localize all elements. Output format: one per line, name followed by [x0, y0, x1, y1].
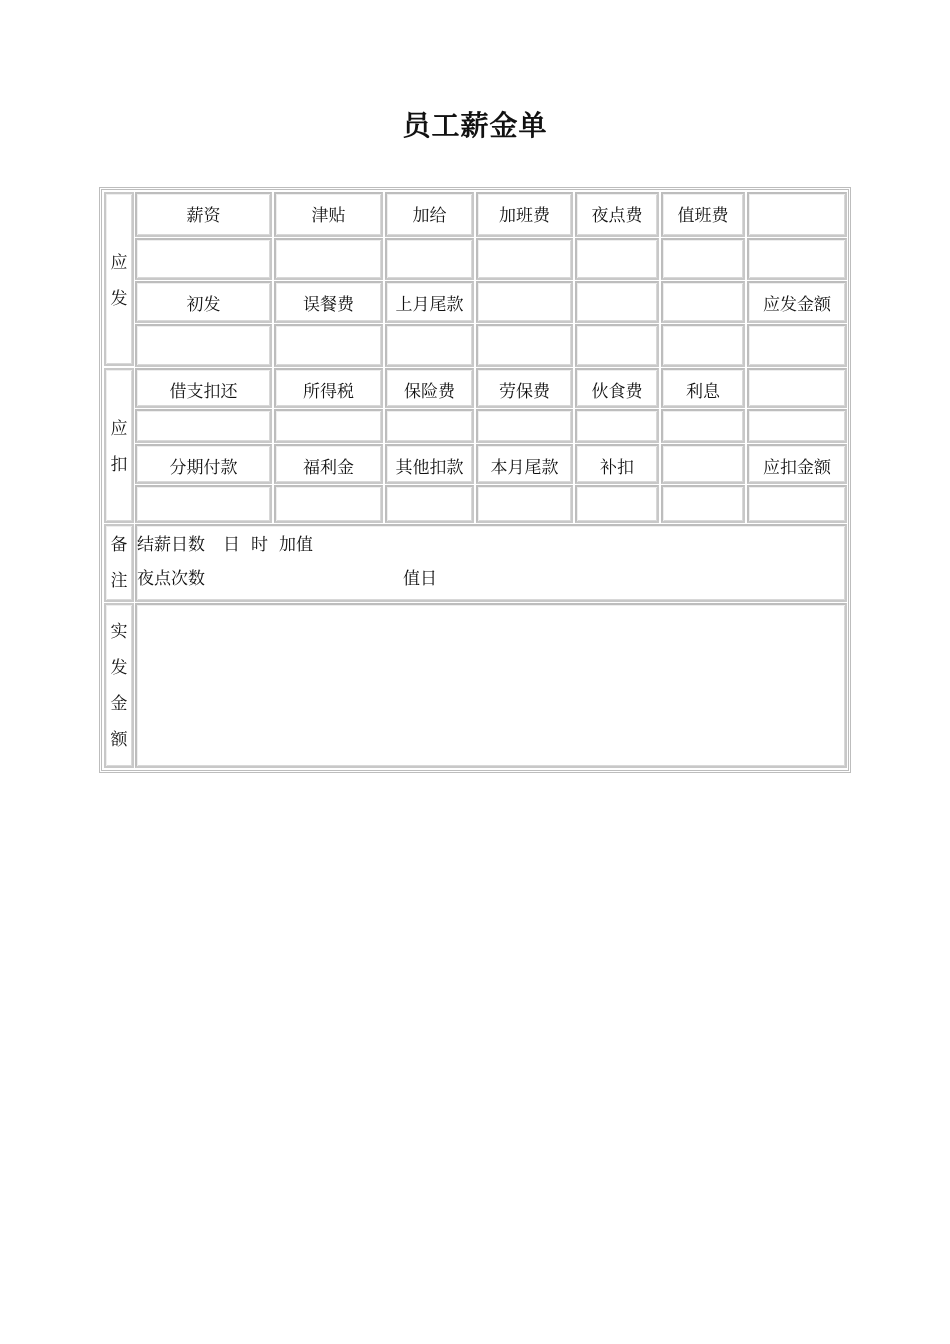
header-cell [661, 444, 745, 484]
input-cell[interactable] [661, 324, 745, 367]
settle-days-label: 结薪日数 [137, 535, 205, 555]
header-cell: 保险费 [385, 368, 474, 408]
page-title: 员工薪金单 [402, 109, 548, 142]
input-cell[interactable] [476, 238, 573, 280]
header-cell: 劳保费 [476, 368, 573, 408]
input-cell[interactable] [575, 485, 659, 523]
input-cell[interactable] [135, 238, 272, 280]
header-cell: 利息 [661, 368, 745, 408]
header-cell [661, 281, 745, 323]
remarks-side-label: 备 注 [104, 524, 134, 602]
header-cell [575, 281, 659, 323]
header-cell: 津贴 [274, 192, 383, 237]
header-cell: 值班费 [661, 192, 745, 237]
input-cell[interactable] [747, 238, 847, 280]
header-cell: 误餐费 [274, 281, 383, 323]
header-cell: 加给 [385, 192, 474, 237]
header-cell: 分期付款 [135, 444, 272, 484]
remarks-cell[interactable] [135, 524, 847, 602]
input-cell[interactable] [385, 409, 474, 443]
header-cell [747, 192, 847, 237]
input-cell[interactable] [575, 409, 659, 443]
header-cell: 上月尾款 [385, 281, 474, 323]
earnings-side-label: 应 发 [104, 192, 134, 366]
unit-hour-label: 时 [251, 535, 268, 555]
header-cell: 薪资 [135, 192, 272, 237]
header-cell: 应发金额 [747, 281, 847, 323]
input-cell[interactable] [385, 238, 474, 280]
header-cell: 本月尾款 [476, 444, 573, 484]
header-cell: 夜点费 [575, 192, 659, 237]
header-cell: 补扣 [575, 444, 659, 484]
input-cell[interactable] [385, 324, 474, 367]
input-cell[interactable] [274, 485, 383, 523]
input-cell[interactable] [274, 238, 383, 280]
header-cell: 其他扣款 [385, 444, 474, 484]
header-cell: 福利金 [274, 444, 383, 484]
salary-slip-table [99, 187, 851, 773]
night-count-label: 夜点次数 [137, 569, 205, 589]
deductions-side-label: 应 扣 [104, 368, 134, 523]
input-cell[interactable] [747, 409, 847, 443]
unit-day-label: 日 [223, 535, 240, 555]
add-value-label: 加值 [279, 535, 313, 555]
header-cell [747, 368, 847, 408]
input-cell[interactable] [476, 485, 573, 523]
input-cell[interactable] [747, 324, 847, 367]
duty-day-label: 值日 [403, 569, 437, 589]
header-cell: 初发 [135, 281, 272, 323]
net-pay-cell[interactable] [135, 603, 847, 768]
input-cell[interactable] [661, 409, 745, 443]
header-cell: 所得税 [274, 368, 383, 408]
header-cell [476, 281, 573, 323]
input-cell[interactable] [575, 238, 659, 280]
input-cell[interactable] [274, 409, 383, 443]
input-cell[interactable] [135, 324, 272, 367]
input-cell[interactable] [274, 324, 383, 367]
input-cell[interactable] [661, 485, 745, 523]
input-cell[interactable] [476, 409, 573, 443]
input-cell[interactable] [476, 324, 573, 367]
header-cell: 伙食费 [575, 368, 659, 408]
header-cell: 应扣金额 [747, 444, 847, 484]
net-pay-side-label: 实 发 金 额 [104, 603, 134, 768]
header-cell: 借支扣还 [135, 368, 272, 408]
input-cell[interactable] [135, 485, 272, 523]
input-cell[interactable] [747, 485, 847, 523]
input-cell[interactable] [575, 324, 659, 367]
input-cell[interactable] [661, 238, 745, 280]
header-cell: 加班费 [476, 192, 573, 237]
input-cell[interactable] [135, 409, 272, 443]
input-cell[interactable] [385, 485, 474, 523]
